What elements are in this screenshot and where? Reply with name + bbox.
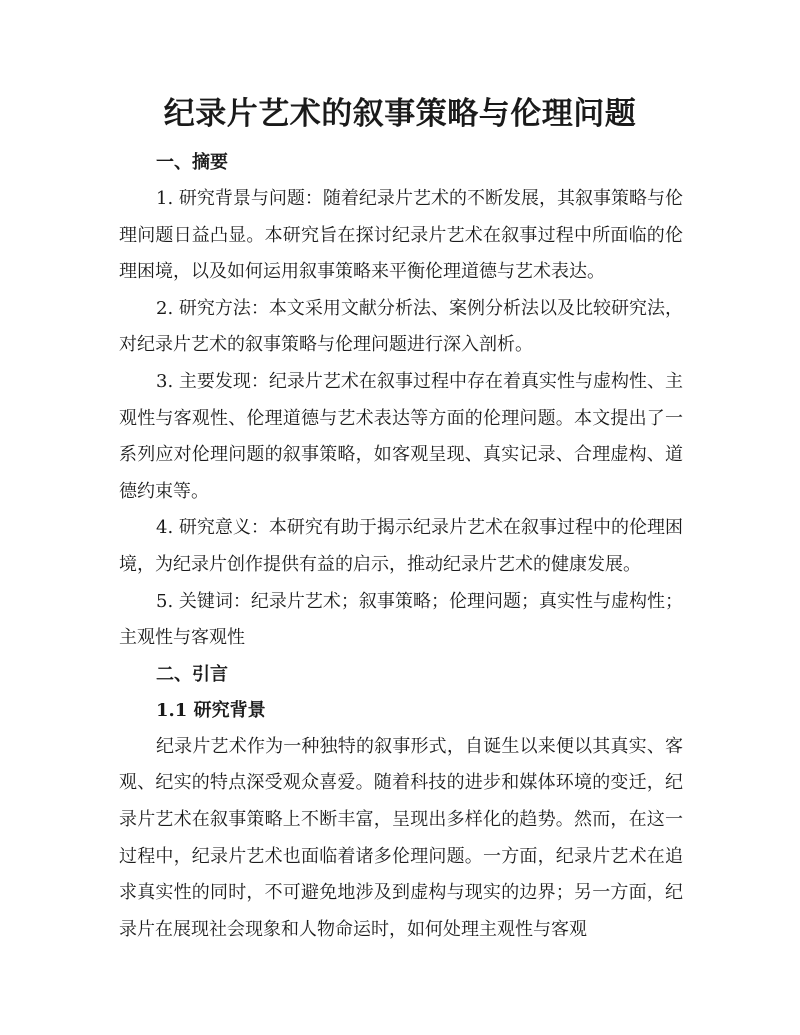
abstract-paragraph-keywords: 5. 关键词：纪录片艺术；叙事策略；伦理问题；真实性与虚构性；主观性与客观性 xyxy=(119,590,683,649)
section-heading-introduction: 二、引言 xyxy=(156,663,228,685)
document-title: 纪录片艺术的叙事策略与伦理问题 xyxy=(163,96,637,132)
abstract-paragraph-significance: 4. 研究意义：本研究有助于揭示纪录片艺术在叙事过程中的伦理困境，为纪录片创作提供有益的启示，推动纪录片艺术的健康发展。 xyxy=(119,517,683,575)
introduction-paragraph: 纪录片艺术作为一种独特的叙事形式，自诞生以来便以其真实、客观、纪实的特点深受观众喜爱。随着科技的进步和媒体环境的变迁，纪录片艺术在叙事策略上不断丰富，呈现出多样化的趋势。然而，在这一过程中，纪录片艺术也面临着诸多伦理问题。一方面，纪录片艺术在追求真实性的同时，不可避免地涉及到虚构与现实的边界；另一方面，纪录片在展现社会现象和人物命运时，如何处理主观性与客观 xyxy=(119,735,683,940)
section-heading-abstract: 一、摘要 xyxy=(156,152,228,173)
abstract-paragraph-background: 1. 研究背景与问题：随着纪录片艺术的不断发展，其叙事策略与伦理问题日益凸显。本研究旨在探讨纪录片艺术在叙事过程中所面临的伦理困境，以及如何运用叙事策略来平衡伦理道德与艺术表达。 xyxy=(119,188,683,283)
abstract-paragraph-findings: 3. 主要发现：纪录片艺术在叙事过程中存在着真实性与虚构性、主观性与客观性、伦理道德与艺术表达等方面的伦理问题。本文提出了一系列应对伦理问题的叙事策略，如客观呈现、真实记录、合理虚构、道德约束等。 xyxy=(119,370,683,502)
subsection-heading-background: 1.1 研究背景 xyxy=(156,699,266,721)
abstract-paragraph-method: 2. 研究方法：本文采用文献分析法、案例分析法以及比较研究法，对纪录片艺术的叙事策略与伦理问题进行深入剖析。 xyxy=(119,297,683,356)
document-body xyxy=(119,145,683,948)
